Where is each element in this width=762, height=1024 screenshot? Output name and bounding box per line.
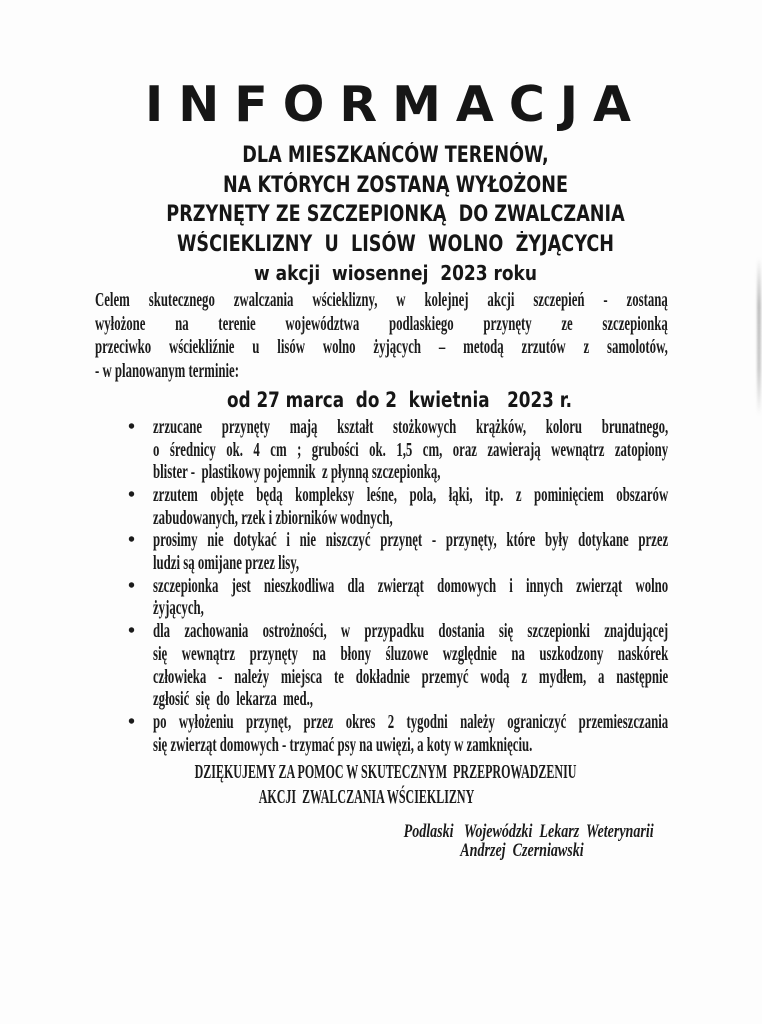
bullet-line: prosimy nie dotykać i nie niszczyć przynęt - przynęty, które były dotykane przez <box>153 529 669 552</box>
thanks-line: DZIĘKUJEMY ZA POMOC W SKUTECZNYM PRZEPROWADZENIU <box>194 761 577 784</box>
bullet-line: się wewnątrz przynęty na błony śluzowe względnie na uszkodzony naskórek <box>153 642 669 665</box>
scan-artifact <box>757 258 761 415</box>
signature-block <box>362 822 682 860</box>
subtitle-line: WŚCIEKLIZNY U LISÓW WOLNO ŻYJĄCYCH <box>177 231 614 257</box>
intro-paragraph <box>95 289 668 384</box>
bullet-line: zrzutem objęte będą kompleksy leśne, pola, łąki, itp. z pominięciem obszarów <box>153 483 669 506</box>
bullet-marker-icon: • <box>128 620 136 643</box>
bullet-marker-icon: • <box>128 483 136 506</box>
subtitle-line: DLA MIESZKAŃCÓW TERENÓW, <box>242 143 549 168</box>
bullet-item <box>95 711 668 756</box>
bullet-line: ludzi są omijane przez lisy, <box>153 552 300 575</box>
bullet-line: o średnicy ok. 4 cm ; grubości ok. 1,5 cm, oraz zawierają wewnątrz zatopiony <box>153 438 669 461</box>
bullet-line: blister - plastikowy pojemnik z płynną szczepionką, <box>153 461 441 484</box>
bullet-line: człowieka - należy miejsca te dokładnie przemyć wodą z mydłem, a następnie <box>153 665 669 688</box>
signature-title-line: Podlaski Wojewódzki Lekarz Weterynarii <box>403 821 654 843</box>
intro-line: - w planowanym terminie: <box>95 360 239 383</box>
bullet-line: zgłosić się do lekarza med., <box>153 688 313 711</box>
bullet-item <box>95 416 668 484</box>
bullet-item <box>95 484 668 529</box>
bullet-marker-icon: • <box>128 710 136 733</box>
bullet-line: żyjących, <box>153 597 204 620</box>
intro-line: przeciwko wściekliźnie u lisów wolno żyjących – metodą zrzutów z samolotów, <box>95 336 668 359</box>
signature-name-line: Andrzej Czerniawski <box>460 840 584 862</box>
bullet-list <box>95 416 668 757</box>
thanks-block <box>80 760 653 810</box>
bullet-marker-icon: • <box>128 415 136 438</box>
bullet-marker-icon: • <box>128 574 136 597</box>
bullet-marker-icon: • <box>128 529 136 552</box>
intro-line: Celem skutecznego zwalczania wścieklizny, w kolejnej akcji szczepień - zostaną <box>95 289 668 311</box>
document-content <box>95 0 668 860</box>
thanks-line: AKCJI ZWALCZANIA WŚCIEKLIZNY <box>258 786 475 809</box>
bullet-item <box>95 575 668 620</box>
bullet-line: szczepionka jest nieszkodliwa dla zwierząt domowych i innych zwierząt wolno <box>153 574 669 597</box>
document-title: INFORMACJA <box>145 76 646 133</box>
bullet-line: zrzucane przynęty mają kształt stożkowych krążków, koloru brunatnego, <box>153 415 669 438</box>
intro-line: wyłożone na terenie województwa podlaskiego przynęty ze szczepionką <box>95 312 668 335</box>
bullet-line: po wyłożeniu przynęt, przez okres 2 tygodni należy ograniczyć przemieszczania <box>153 710 669 733</box>
bullet-item <box>95 529 668 574</box>
bullet-line: się zwierząt domowych - trzymać psy na uwięzi, a koty w zamknięciu. <box>153 733 533 756</box>
date-range: od 27 marca do 2 kwietnia 2023 r. <box>227 387 572 412</box>
subtitle-line: PRZYNĘTY ZE SZCZEPIONKĄ DO ZWALCZANIA <box>166 202 625 227</box>
bullet-line: zabudowanych, rzek i zbiorników wodnych, <box>153 506 393 529</box>
subtitle-line: NA KTÓRYCH ZOSTANĄ WYŁOŻONE <box>223 172 568 198</box>
document-subtitle <box>95 141 668 259</box>
bullet-line: dla zachowania ostrożności, w przypadku dostania się szczepionki znajdującej <box>153 620 669 643</box>
bullet-item <box>95 620 668 711</box>
season-line: w akcji wiosennej 2023 roku <box>254 261 537 285</box>
